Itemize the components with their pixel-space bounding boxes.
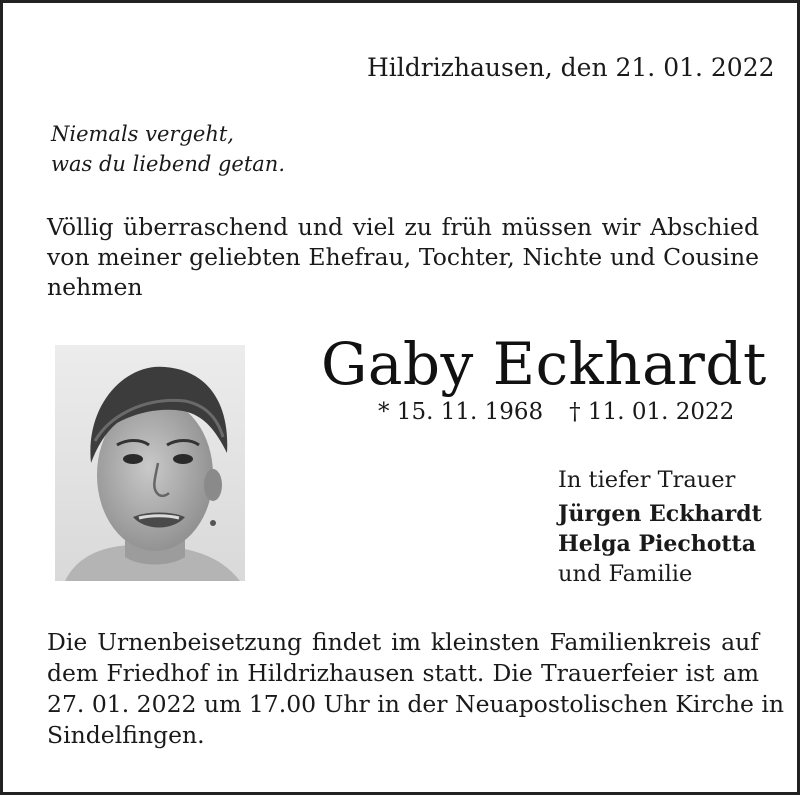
intro-line: Völlig überraschend und viel zu früh müssen wir Abschied: [47, 213, 759, 241]
burial-line: 27. 01. 2022 um 17.00 Uhr in der Neuapostolischen Kirche in: [47, 690, 785, 718]
motto-line: was du liebend getan.: [51, 152, 285, 176]
burial-line: Sindelfingen.: [47, 721, 205, 749]
intro-line: nehmen: [47, 273, 143, 301]
mourning-heading: In tiefer Trauer: [558, 467, 736, 493]
birth-date: * 15. 11. 1968: [378, 399, 544, 425]
place-date: Hildrizhausen, den 21. 01. 2022: [367, 53, 775, 82]
motto-line: Niemals vergeht,: [51, 122, 234, 146]
burial-line: Die Urnenbeisetzung findet im kleinsten Familienkreis auf: [47, 628, 759, 656]
deceased-name: Gaby Eckhardt: [321, 330, 767, 398]
intro-line: von meiner geliebten Ehefrau, Tochter, Nichte und Cousine: [47, 243, 759, 271]
motto: [51, 119, 285, 179]
mourner-family: und Familie: [558, 561, 693, 587]
death-date: † 11. 01. 2022: [569, 399, 735, 425]
mourner-name: Jürgen Eckhardt: [558, 501, 762, 527]
mourner-name: Helga Piechotta: [558, 531, 756, 557]
intro-text: [47, 212, 759, 302]
portrait-photo: [55, 345, 245, 581]
life-dates: [378, 399, 734, 425]
mourners-block: [558, 465, 762, 589]
burial-line: dem Friedhof in Hildrizhausen statt. Die Trauerfeier ist am: [47, 659, 759, 687]
burial-text: [47, 627, 785, 751]
